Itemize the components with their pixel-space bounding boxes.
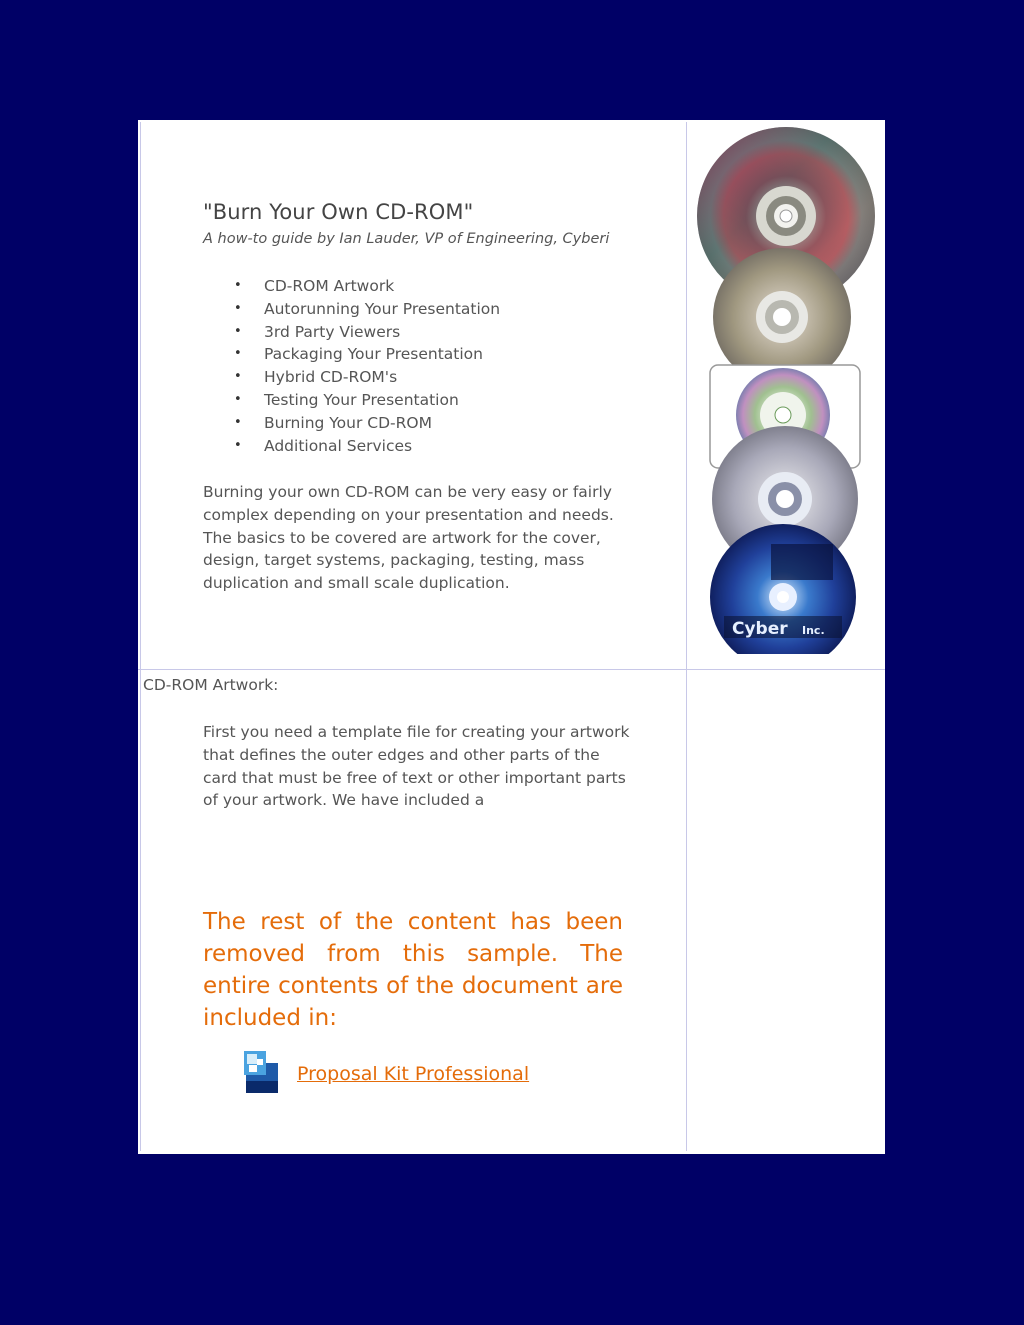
document-page: [138, 120, 885, 1154]
bullet-icon: •: [234, 278, 242, 293]
section-body: First you need a template file for creating your artwork that defines the outer edges and other parts of the card that must be free of text or other important parts of your artwork. We have included a: [203, 723, 630, 810]
bullet-icon: •: [234, 391, 242, 407]
sample-notice: The rest of the content has been removed from this sample. The entire contents of the document are included in:: [203, 909, 623, 1031]
toc-item: • CD-ROM Artwork: [203, 275, 500, 298]
toc-item: • Packaging Your Presentation: [203, 343, 500, 366]
bullet-icon: •: [234, 300, 242, 316]
bullet-icon: •: [234, 369, 242, 385]
table-border-middle: [686, 122, 687, 1151]
bullet-icon: •: [234, 437, 242, 453]
table-of-contents: [203, 275, 500, 457]
bullet-icon: •: [234, 346, 242, 362]
toc-item: • Testing Your Presentation: [203, 389, 500, 412]
disc-label-suffix: Inc.: [802, 624, 825, 637]
toc-item: • Hybrid CD-ROM's: [203, 366, 500, 389]
intro-paragraph: Burning your own CD-ROM can be very easy or fairly complex depending on your presentation and needs. The basics to be covered are artwork for the cover, design, target systems, packaging, testing, mass duplication and small scale duplication.: [203, 483, 614, 593]
table-border-left: [140, 122, 141, 1151]
toc-item: • Autorunning Your Presentation: [203, 298, 500, 321]
section-heading: CD-ROM Artwork:: [143, 676, 279, 694]
toc-item: • 3rd Party Viewers: [203, 321, 500, 344]
cd-disc-stack-image: [696, 124, 882, 654]
toc-item: • Additional Services: [203, 435, 500, 458]
document-subtitle: A how-to guide by Ian Lauder, VP of Engineering, Cyberi: [203, 231, 610, 247]
toc-item: • Burning Your CD-ROM: [203, 412, 500, 435]
proposal-kit-link[interactable]: Proposal Kit Professional: [297, 1063, 530, 1085]
table-row-divider: [138, 669, 885, 670]
disc-label-brand: Cyber: [732, 619, 788, 639]
document-title: "Burn Your Own CD-ROM": [203, 200, 474, 224]
bullet-icon: •: [234, 323, 242, 339]
bullet-icon: •: [234, 414, 242, 430]
proposal-kit-icon: [244, 1051, 280, 1093]
